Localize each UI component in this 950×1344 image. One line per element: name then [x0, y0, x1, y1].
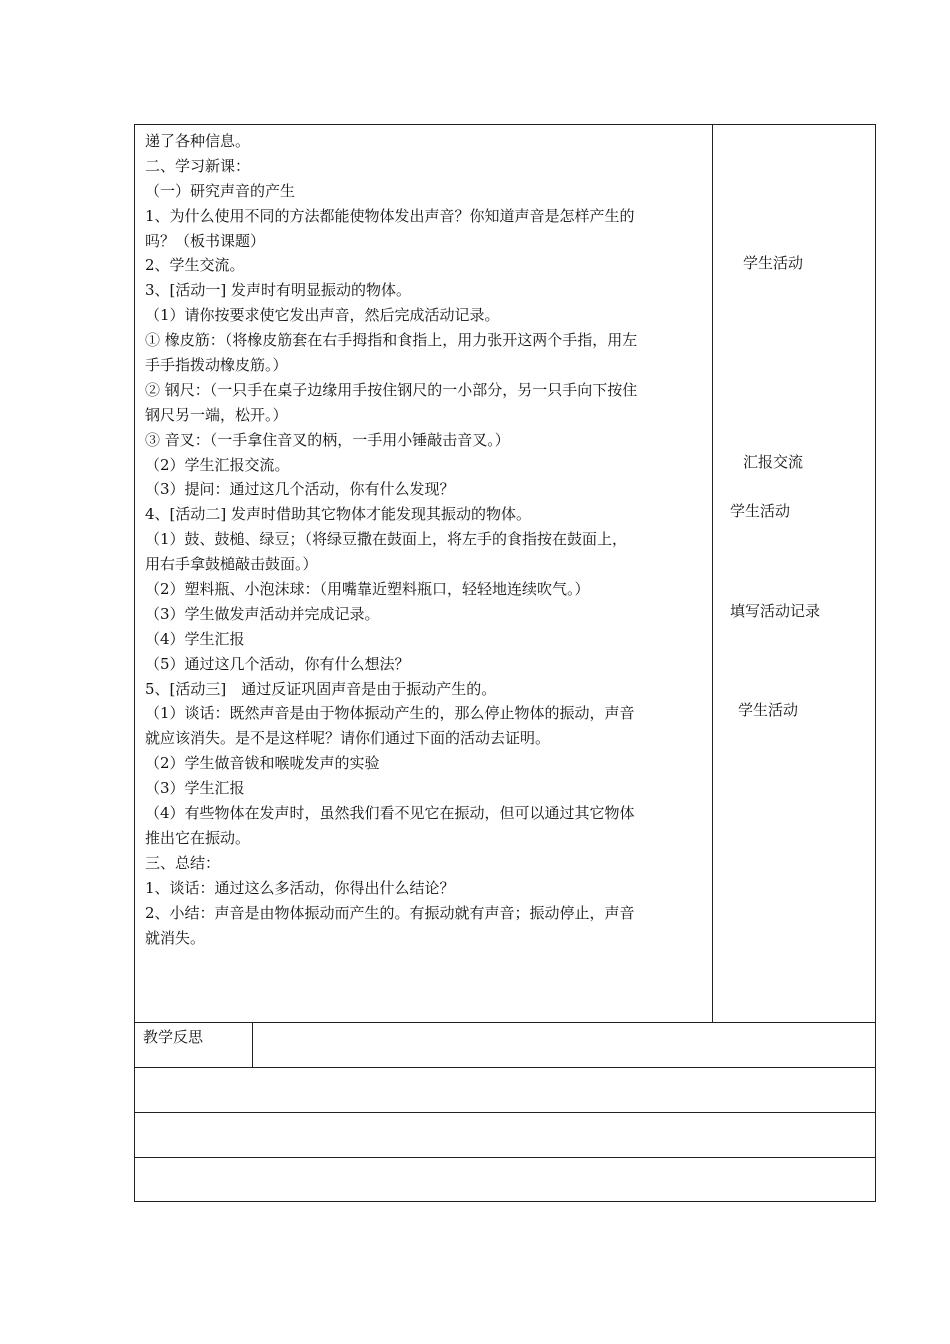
lesson-plan-table — [134, 124, 876, 1202]
lesson-line: （一）研究声音的产生 — [145, 181, 296, 200]
column-divider — [712, 125, 713, 1022]
lesson-line: 三、总结： — [145, 853, 221, 872]
side-note-student-activity: 学生活动 — [738, 701, 799, 719]
lesson-line: （3）学生做发声活动并完成记录。 — [145, 604, 380, 623]
lesson-line: 手手指拨动橡皮筋。） — [145, 356, 288, 375]
lesson-line: 5、[活动三] 通过反证巩固声音是由于振动产生的。 — [145, 679, 497, 698]
lesson-line: 就消失。 — [145, 928, 206, 947]
lesson-line: （1）请你按要求使它发出声音，然后完成活动记录。 — [145, 306, 500, 325]
lesson-line: （1）谈话：既然声音是由于物体振动产生的，那么停止物体的振动，声音 — [145, 704, 635, 723]
lesson-line: 递了各种信息。 — [145, 132, 251, 150]
row-divider — [135, 1067, 875, 1068]
lesson-line: 2、学生交流。 — [145, 256, 245, 275]
lesson-line: （4）学生汇报 — [145, 629, 245, 648]
row-divider — [135, 1157, 875, 1158]
lesson-line: 就应该消失。是不是这样呢？请你们通过下面的活动去证明。 — [145, 729, 551, 748]
lesson-line: （5）通过这几个活动，你有什么想法？ — [145, 654, 410, 673]
lesson-line: （3）提问：通过这几个活动，你有什么发现？ — [145, 480, 455, 499]
lesson-line: 推出它在振动。 — [145, 828, 251, 847]
lesson-line: 钢尺另一端，松开。） — [145, 405, 288, 424]
lesson-line: ② 钢尺：（一只手在桌子边缘用手按住钢尺的一小部分，另一只手向下按住 — [145, 380, 638, 399]
side-note-report-exchange: 汇报交流 — [743, 453, 804, 471]
lesson-content — [145, 129, 705, 950]
side-note-student-activity: 学生活动 — [730, 502, 791, 520]
lesson-line: 3、[活动一] 发声时有明显振动的物体。 — [145, 281, 412, 300]
lesson-line: ① 橡皮筋：（将橡皮筋套在右手拇指和食指上，用力张开这两个手指，用左 — [145, 331, 638, 350]
lesson-line: （2）塑料瓶、小泡沫球：（用嘴靠近塑料瓶口，轻轻地连续吹气。） — [145, 580, 590, 599]
lesson-line: 2、小结：声音是由物体振动而产生的。有振动就有声音；振动停止，声音 — [145, 903, 635, 922]
lesson-line: （3）学生汇报 — [145, 779, 245, 798]
side-note-student-activity: 学生活动 — [743, 254, 804, 272]
lesson-line: 1、谈话：通过这么多活动，你得出什么结论？ — [145, 878, 455, 897]
lesson-line: （1）鼓、鼓槌、绿豆；（将绿豆撒在鼓面上，将左手的食指按在鼓面上， — [145, 530, 628, 549]
reflection-label: 教学反思 — [143, 1028, 204, 1046]
lesson-line: 二、学习新课： — [145, 156, 251, 175]
lesson-line: 4、[活动二] 发声时借助其它物体才能发现其振动的物体。 — [145, 505, 532, 524]
reflection-divider — [252, 1022, 253, 1067]
lesson-line: 1、为什么使用不同的方法都能使物体发出声音？你知道声音是怎样产生的 — [145, 206, 635, 225]
lesson-line: 吗？（板书课题） — [145, 231, 266, 250]
lesson-line: （2）学生汇报交流。 — [145, 455, 290, 474]
lesson-line: （4）有些物体在发声时，虽然我们看不见它在振动，但可以通过其它物体 — [145, 804, 635, 823]
row-divider — [135, 1112, 875, 1113]
lesson-line: 用右手拿鼓槌敲击鼓面。） — [145, 555, 318, 574]
lesson-line: ③ 音叉：（一手拿住音叉的柄，一手用小锤敲击音叉。） — [145, 430, 510, 449]
side-note-fill-record: 填写活动记录 — [730, 602, 821, 620]
lesson-line: （2）学生做音钹和喉咙发声的实验 — [145, 754, 380, 773]
row-divider — [135, 1022, 875, 1023]
